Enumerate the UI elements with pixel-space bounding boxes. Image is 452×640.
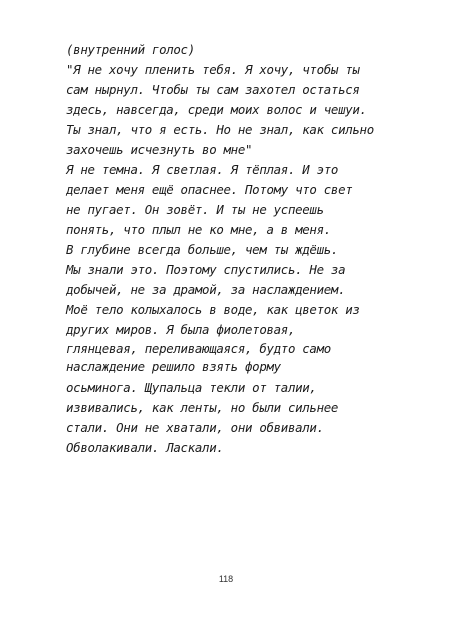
text-line: не пугает. Он зовёт. И ты не успеешь (66, 202, 324, 217)
text-line: Обволакивали. Ласкали. (66, 440, 224, 455)
text-line: (внутренний голос) (66, 42, 195, 57)
body-text (66, 40, 406, 458)
text-line: извивались, как ленты, но были сильнее (66, 400, 339, 415)
page-number: 118 (218, 574, 234, 584)
text-line: В глубине всегда больше, чем ты ждёшь. (66, 242, 339, 257)
text-line: стали. Они не хватали, они обвивали. (66, 420, 324, 435)
text-line: Ты знал, что я есть. Но не знал, как сильно (66, 122, 374, 137)
text-line: осьминога. Щупальца текли от талии, (66, 380, 317, 395)
text-line: Мы знали это. Поэтому спустились. Не за (66, 262, 346, 277)
text-line: понять, что плыл не ко мне, а в меня. (66, 222, 331, 237)
text-line: здесь, навсегда, среди моих волос и чешуи. (66, 102, 367, 117)
text-line: делает меня ещё опаснее. Потому что свет (66, 182, 353, 197)
text-line: Моё тело колыхалось в воде, как цветок из (66, 302, 360, 317)
text-line: глянцевая, переливающаяся, будто само (66, 341, 331, 356)
text-line: наслаждение решило взять форму (66, 359, 281, 374)
text-line: других миров. Я была фиолетовая, (66, 322, 296, 337)
text-line: захочешь исчезнуть во мне" (66, 142, 253, 157)
text-line: добычей, не за драмой, за наслаждением. (66, 282, 346, 297)
text-line: Я не темна. Я светлая. Я тёплая. И это (66, 162, 339, 177)
text-line: сам нырнул. Чтобы ты сам захотел остаться (66, 82, 360, 97)
text-line: "Я не хочу пленить тебя. Я хочу, чтобы ты (66, 62, 360, 77)
